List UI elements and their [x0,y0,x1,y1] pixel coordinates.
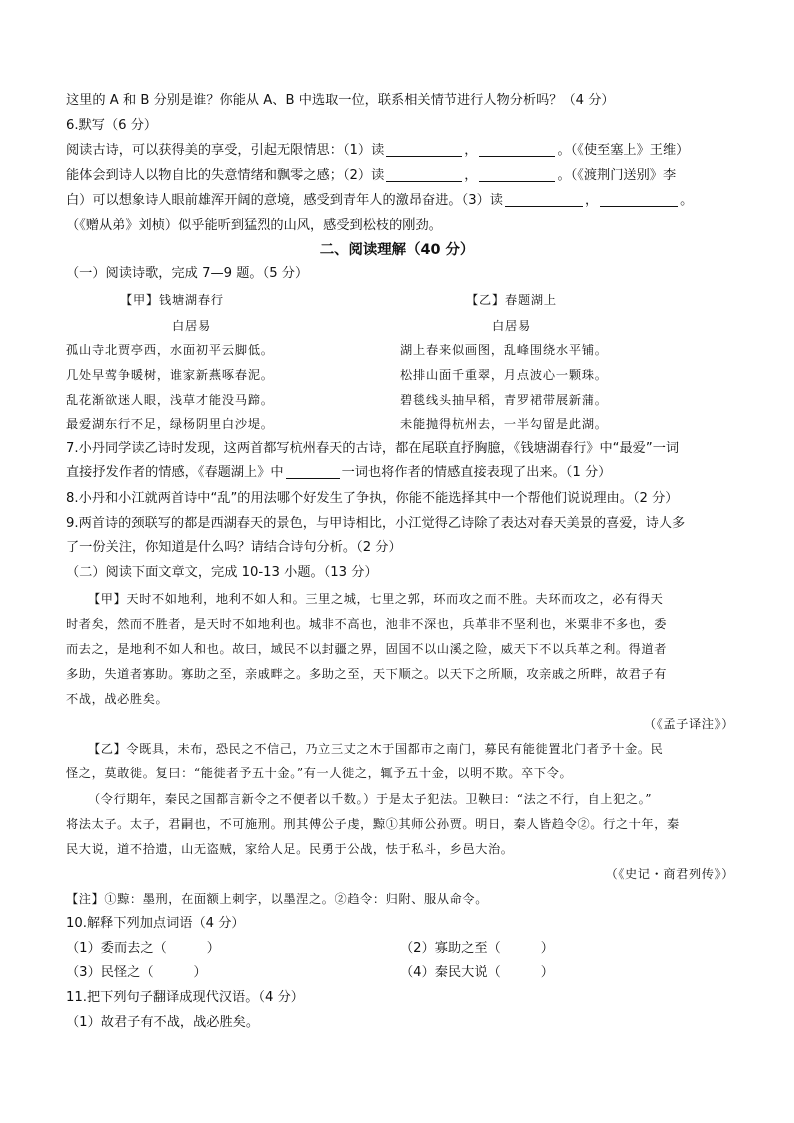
passage-b-line: 将法太子。太子，君嗣也，不可施刑。刑其傅公子虔，黥①其师公孙贾。明日，秦人皆趋令②。行之十年，秦 [66,817,680,831]
answer-blank[interactable] [386,167,462,182]
text: 一词也将作者的情感直接表现了出来。（1 分） [341,465,612,480]
text: ） [206,941,220,956]
question-10-title: 10.解释下列加点词语（4 分） [66,916,245,931]
question-10-item-3 [66,963,207,983]
question-11-sentence-1: （1）故君子有不战，战必胜矣。 [66,1015,260,1030]
text: ， [464,168,478,183]
text: ， [464,143,478,158]
question-6-title: 6.默写（6 分） [66,118,158,133]
text: （3）民怪之（ [66,965,154,980]
text: 能体会到诗人以物自比的失意情绪和飘零之感；（2）读 [66,168,385,183]
question-8: 8.小丹和小江就两首诗中“乱”的用法哪个好发生了争执，你能不能选择其中一个帮他们说说理由。（2 分） [66,491,679,506]
text: （4）秦民大说（ [400,965,501,980]
poem-b-line: 未能抛得杭州去，一半勾留是此湖。 [400,417,608,431]
passage-b-line: 【乙】令既具，未布，恐民之不信己，乃立三丈之木于国都市之南门，募民有能徙置北门者予十金。民 [88,742,664,756]
passage-a-line: 时者矣，然而不胜者，是天时不如地利也。城非不高也，池非不深也，兵革非不坚利也，米粟非不多也，委 [66,617,668,631]
footnote: 【注】①黥：墨刑，在面额上刺字，以墨涅之。②趋令：归附、服从命令。 [66,892,488,906]
poem-b-line: 松排山面千重翠，月点波心一颗珠。 [400,368,608,382]
question-10-item-1 [66,939,220,959]
passage-a-line: 而去之，是地利不如人和也。故曰，域民不以封疆之界，固国不以山溪之险，威天下不以兵革之利。得道者 [66,642,668,656]
text: 。（《使至塞上》王维） [557,143,690,158]
passage-b-source: （《史记・商君列传》） [605,867,734,881]
passage-a-line: 多助，失道者寡助。寡助之至，亲戚畔之。多助之至，天下顺之。以天下之所顺，攻亲戚之所畔，故君子有 [66,667,668,681]
poem-a-title: 【甲】钱塘湖春行 [120,293,224,307]
answer-blank[interactable] [386,142,462,157]
poem-a-line: 几处早莺争暖树，谁家新燕啄春泥。 [66,368,274,382]
text: ） [540,941,554,956]
poem-b-author: 白居易 [492,319,531,333]
question-7-line-2 [66,463,611,483]
poem-a-line: 最爱湖东行不足，绿杨阴里白沙堤。 [66,417,274,431]
poem-b-line: 碧毯线头抽早稻，青罗裙带展新蒲。 [400,393,608,407]
poem-a-author: 白居易 [172,319,211,333]
text: （1）委而去之（ [66,941,167,956]
poem-a-line: 乱花渐欲迷人眼，浅草才能没马蹄。 [66,393,274,407]
text: （2）寡助之至（ [400,941,501,956]
answer-blank[interactable] [479,167,555,182]
answer-blank[interactable] [479,142,555,157]
answer-blank[interactable] [505,192,583,207]
passage-b-line: （令行期年，秦民之国都言新令之不便者以千数。）于是太子犯法。卫鞅曰：“法之不行，自上犯之。” [88,792,653,806]
question-6-line-4: （《赠从弟》刘桢）似乎能听到猛烈的山风，感受到松枝的刚劲。 [66,218,442,233]
poem-b-title: 【乙】春题湖上 [466,293,557,307]
text: ） [540,965,554,980]
question-6-line-1 [66,141,689,161]
question-6-line-2 [66,166,676,186]
text: ） [193,965,207,980]
passage-a-line: 【甲】天时不如地利，地利不如人和。三里之城，七里之郭，环而攻之而不胜。夫环而攻之，必有得天 [88,592,664,606]
question-5-prompt: 这里的 A 和 B 分别是谁？你能从 A、B 中选取一位，联系相关情节进行人物分析吗？（4 分） [66,93,615,108]
passage-b-line: 怪之，莫敢徙。复曰：“能徙者予五十金。”有一人徙之，辄予五十金，以明不欺。卒下令。 [66,766,573,780]
poem-b-line: 湖上春来似画图，乱峰围绕水平铺。 [400,343,608,357]
question-9-line-2: 了一份关注，你知道是什么吗？请结合诗句分析。（2 分） [66,540,402,555]
answer-blank[interactable] [286,464,340,479]
section-heading: 二、阅读理解（40 分） [319,242,475,258]
text: 直接抒发作者的情感，《春题湖上》中 [66,465,284,480]
passage-b-line: 民大说，道不拾遗，山无盗贼，家给人足。民勇于公战，怯于私斗，乡邑大治。 [66,842,514,856]
part-1-title: （一）阅读诗歌，完成 7—9 题。（5 分） [66,266,309,281]
question-9-line-1: 9.两首诗的颈联写的都是西湖春天的景色，与甲诗相比，小江觉得乙诗除了表达对春天美景的喜爱，诗人多 [66,516,686,531]
text: 。（《渡荆门送别》李 [557,168,677,183]
text: 。 [680,193,694,208]
passage-a-line: 不战，战必胜矣。 [66,692,169,706]
text: 阅读古诗，可以获得美的享受，引起无限情思：（1）读 [66,143,385,158]
passage-a-source: （《孟子译注》） [643,717,734,731]
question-7-line-1: 7.小丹同学读乙诗时发现，这两首都写杭州春天的古诗，都在尾联直抒胸臆，《钱塘湖春行》中“最爱”一词 [66,441,680,456]
answer-blank[interactable] [600,192,678,207]
text: ， [584,193,599,208]
question-10-item-2 [400,939,554,959]
question-10-item-4 [400,963,554,983]
part-2-title: （二）阅读下面文章文，完成 10-13 小题。（13 分） [66,565,378,580]
question-11-title: 11.把下列句子翻译成现代汉语。（4 分） [66,990,304,1005]
question-6-line-3 [66,191,693,211]
text: 白）可以想象诗人眼前雄浑开阔的意境，感受到青年人的激昂奋进。（3）读 [66,193,503,208]
poem-a-line: 孤山寺北贾亭西，水面初平云脚低。 [66,343,274,357]
